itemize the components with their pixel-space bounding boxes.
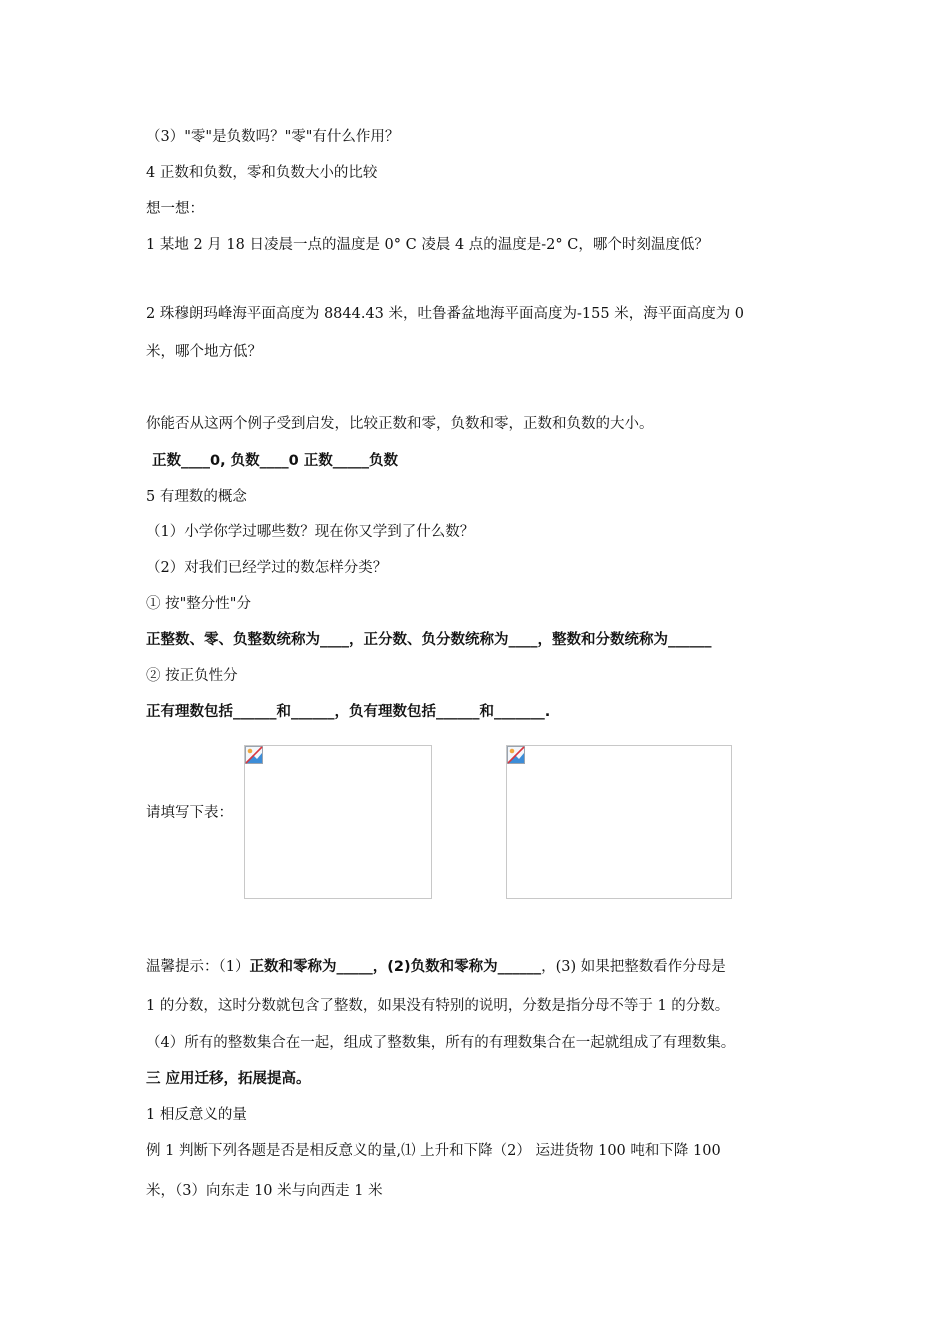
compare-prompt: 你能否从这两个例子受到启发，比较正数和零，负数和零，正数和负数的大小。 — [146, 416, 654, 432]
think-item-1: 1 某地 2 月 18 日凌晨一点的温度是 0° C 凌晨 4 点的温度是-2° C，哪个时刻温度低？ — [146, 237, 709, 253]
question-2-classify: （2）对我们已经学过的数怎样分类？ — [146, 560, 388, 576]
tip-line-2: 1 的分数，这时分数就包含了整数，如果没有特别的说明，分数是指分母不等于 1 的分数。 — [146, 998, 730, 1014]
tip-suffix: ，(3) 如果把整数看作分母是 — [541, 959, 726, 975]
example-1-line1: 例 1 判断下列各题是否是相反意义的量,⑴ 上升和下降（2） 运进货物 100 吨和下降 100 — [146, 1143, 721, 1159]
broken-image-icon — [507, 746, 525, 764]
section-3-heading: 三 应用迁移，拓展提高。 — [146, 1071, 311, 1087]
section-4-heading: 4 正数和负数，零和负数大小的比较 — [146, 165, 378, 181]
question-3-zero: （3）"零"是负数吗？"零"有什么作用？ — [146, 129, 400, 145]
example-1-line2: 米，（3）向东走 10 米与向西走 1 米 — [146, 1183, 383, 1199]
opposite-quantity-heading: 1 相反意义的量 — [146, 1107, 247, 1123]
think-item-2-line1: 2 珠穆朗玛峰海平面高度为 8844.43 米，吐鲁番盆地海平面高度为-155 米，海平面高度为 0 — [146, 306, 745, 322]
section-5-heading: 5 有理数的概念 — [146, 489, 247, 505]
question-1-numbers: （1）小学你学过哪些数？现在你又学到了什么数？ — [146, 524, 475, 540]
table-image-1 — [244, 745, 432, 899]
classify-by-integer: ① 按"整分性"分 — [146, 596, 251, 612]
tip-bold-blank: 正数和零称为_____，(2)负数和零称为______ — [249, 959, 542, 975]
tip-line-1 — [146, 957, 726, 977]
fill-table-label: 请填写下表： — [146, 805, 233, 821]
integer-classify-blank: 正整数、零、负整数统称为____，正分数、负分数统称为____，整数和分数统称为______ — [146, 632, 712, 648]
broken-image-icon — [245, 746, 263, 764]
think-item-2-line2: 米，哪个地方低？ — [146, 344, 262, 360]
table-image-2 — [506, 745, 732, 899]
compare-fill-blank: 正数____0, 负数____0 正数_____负数 — [152, 453, 399, 469]
tip-prefix: 温馨提示：（1） — [146, 959, 250, 975]
classify-by-sign: ② 按正负性分 — [146, 668, 238, 684]
think-label: 想一想： — [146, 201, 204, 217]
tip-line-3: （4）所有的整数集合在一起，组成了整数集，所有的有理数集合在一起就组成了有理数集。 — [146, 1035, 736, 1051]
sign-classify-blank: 正有理数包括______和______，负有理数包括______和_______. — [146, 704, 551, 720]
